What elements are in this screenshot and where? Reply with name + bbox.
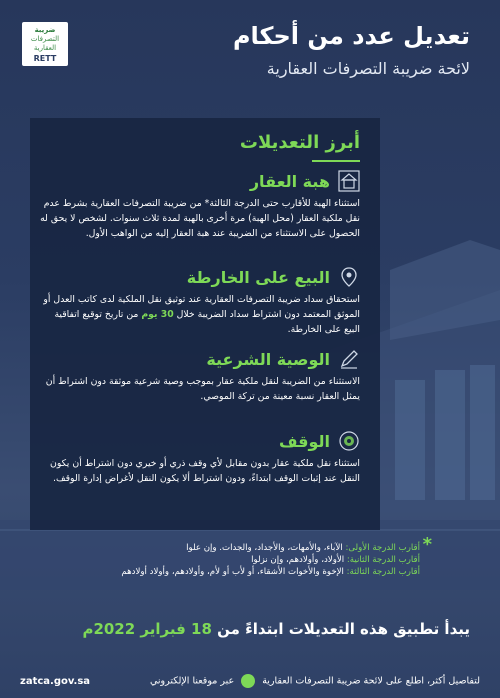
logo-abbr: RETT xyxy=(33,54,57,63)
section-body: الاستثناء من الضريبة لنقل ملكية عقار بموجب وصية شرعية موثقة دون اشتراط أن يمثل العقار نسبة معينة من تركة الموصي. xyxy=(45,376,360,402)
kinship-notes xyxy=(30,534,432,578)
note-first-degree xyxy=(30,542,420,554)
logo-line-1: ضريبة xyxy=(34,26,56,34)
note-text: الآباء، والأمهات، والأجداد، والجدات. وإن علوا xyxy=(186,543,346,553)
pen-icon xyxy=(338,348,360,370)
globe-icon xyxy=(241,674,255,688)
note-second-degree xyxy=(30,554,420,566)
section-body: استثناء نقل ملكية عقار بدون مقابل لأي وقف ذري أو خيري دون اشتراط أن يكون النقل عند إثبات الوقف ابتداءً، ودون اشتراط ألا يكون النقل لأغراض إدارة الوقف. xyxy=(50,458,360,484)
note-text: الأولاد، وأولادهم، وإن نزلوا xyxy=(251,555,347,565)
footer-via: عبر موقعنا الإلكتروني xyxy=(149,675,235,687)
waqf-icon xyxy=(338,430,360,452)
note-text: الإخوة والأخوات الأشقاء، أو لأب أو لأم، وأولادهم، وأولاد أولادهم xyxy=(121,567,347,577)
section-title: هبة العقار xyxy=(249,171,330,191)
footer-text: لتفاصيل أكثر، اطلع على لائحة ضريبة التصرفات العقارية xyxy=(262,675,480,687)
section-body-text-end: من تاريخ توقيع اتفاقية البيع على الخارطة. xyxy=(54,309,360,335)
footer xyxy=(20,670,480,692)
panel-title-underline xyxy=(312,160,360,162)
section-body: استثناء الهبة للأقارب حتى الدرجة الثالثة* من ضريبة التصرفات العقارية بشرط عدم نقل ملكية العقار (محل الهبة) مرة أخرى بالهبة لمدة ثلاث سنوات. لشخص لا يحق له الحصول على الاستثناء من الضريبة عند هبة العقار إليه من الواهب الأول. xyxy=(40,198,360,239)
section-title: الوقف xyxy=(278,431,330,451)
note-third-degree xyxy=(30,566,420,578)
section-will xyxy=(40,346,360,404)
effective-date-banner xyxy=(30,620,470,638)
section-gift xyxy=(40,168,360,241)
logo-line-3: العقارية xyxy=(33,44,57,52)
map-pin-icon xyxy=(338,266,360,288)
page-subtitle: لائحة ضريبة التصرفات العقارية xyxy=(266,59,470,78)
logo-line-2: التصرفات xyxy=(30,35,60,43)
header xyxy=(90,20,470,80)
panel-title: أبرز التعديلات xyxy=(239,132,360,153)
footnote-star: * xyxy=(422,534,432,555)
house-icon xyxy=(338,170,360,192)
section-body xyxy=(40,292,360,337)
effective-date-text: يبدأ تطبيق هذه التعديلات ابتداءً من xyxy=(211,620,470,638)
footer-info xyxy=(150,674,480,688)
effective-date: 18 فبراير 2022م xyxy=(82,620,212,638)
page-title: تعديل عدد من أحكام xyxy=(232,22,470,50)
section-off-plan-sale xyxy=(40,264,360,337)
section-title: البيع على الخارطة xyxy=(186,267,330,287)
days-highlight: 30 يوم xyxy=(141,309,174,320)
section-title: الوصية الشرعية xyxy=(206,349,330,369)
section-body-text: استحقاق سداد ضريبة التصرفات العقارية عند توثيق نقل الملكية لدى كاتب العدل أو الموثق المعتمد دون اشتراط سداد الضريبة خلال xyxy=(43,294,360,320)
note-label: أقارب الدرجة الأولى: xyxy=(345,543,420,553)
website-link[interactable]: zatca.gov.sa xyxy=(20,675,91,687)
note-label: أقارب الدرجة الثالثة: xyxy=(346,567,420,577)
note-label: أقارب الدرجة الثانية: xyxy=(346,555,420,565)
section-waqf xyxy=(40,428,360,486)
rett-logo xyxy=(22,22,68,66)
amendments-panel xyxy=(30,118,380,530)
